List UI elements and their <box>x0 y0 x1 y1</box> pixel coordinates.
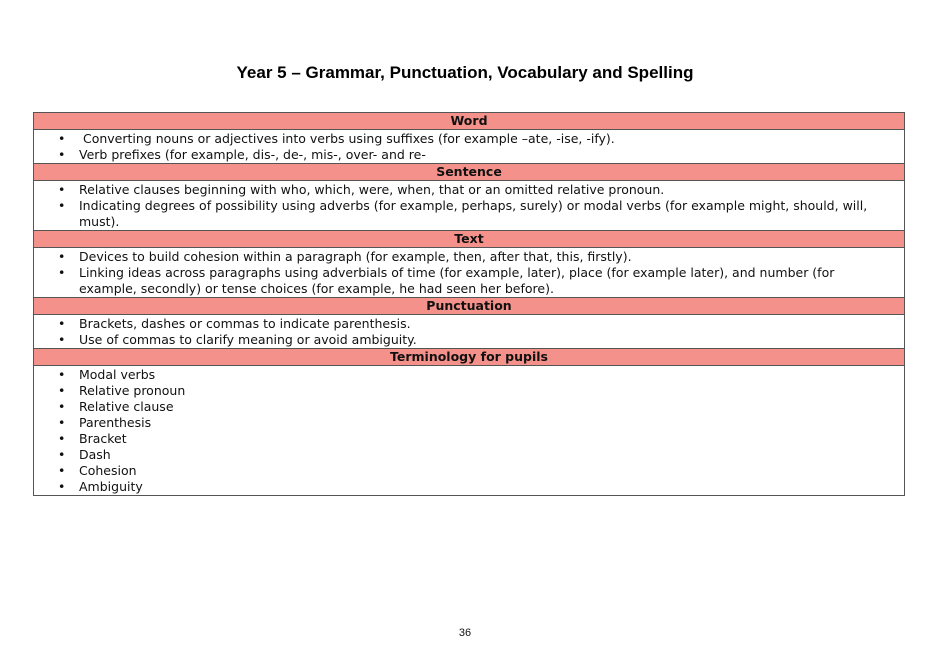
section-text <box>34 248 904 298</box>
list-item: • Dash <box>79 447 884 463</box>
list-item: • Use of commas to clarify meaning or avoid ambiguity. <box>79 332 884 348</box>
list-item: • Verb prefixes (for example, dis-, de-, mis-, over- and re- <box>79 147 884 163</box>
section-word <box>34 130 904 164</box>
page-number: 36 <box>458 627 472 639</box>
list-item: • Relative clauses beginning with who, which, were, when, that or an omitted relative pronoun. <box>79 182 884 198</box>
list-item: • Cohesion <box>79 463 884 479</box>
section-header-punctuation: Punctuation <box>34 298 904 315</box>
list-item: • Relative clause <box>79 399 884 415</box>
section-sentence <box>34 181 904 231</box>
curriculum-table <box>33 112 905 496</box>
list-item: • Devices to build cohesion within a paragraph (for example, then, after that, this, firstly). <box>79 249 884 265</box>
page-title: Year 5 – Grammar, Punctuation, Vocabulary and Spelling <box>236 63 694 82</box>
list-item: • Parenthesis <box>79 415 884 431</box>
list-item: • Ambiguity <box>79 479 884 495</box>
list-item: • Converting nouns or adjectives into verbs using suffixes (for example –ate, -ise, -ify). <box>79 131 884 147</box>
bullet-list <box>34 130 904 163</box>
bullet-list <box>34 248 904 297</box>
section-header-sentence: Sentence <box>34 164 904 181</box>
section-header-terminology: Terminology for pupils <box>34 349 904 366</box>
list-item: • Relative pronoun <box>79 383 884 399</box>
list-item: • Modal verbs <box>79 367 884 383</box>
section-terminology <box>34 366 904 495</box>
bullet-list <box>34 366 904 495</box>
bullet-list <box>34 315 904 348</box>
list-item: • Indicating degrees of possibility using adverbs (for example, perhaps, surely) or modal verbs (for example might, should, will, must). <box>79 198 884 230</box>
bullet-list <box>34 181 904 230</box>
list-item: • Brackets, dashes or commas to indicate parenthesis. <box>79 316 884 332</box>
section-header-word: Word <box>34 113 904 130</box>
section-punctuation <box>34 315 904 349</box>
list-item: • Linking ideas across paragraphs using adverbials of time (for example, later), place (for example later), and number (for example, secondly) or tense choices (for example, he had seen her before). <box>79 265 884 297</box>
section-header-text: Text <box>34 231 904 248</box>
list-item: • Bracket <box>79 431 884 447</box>
